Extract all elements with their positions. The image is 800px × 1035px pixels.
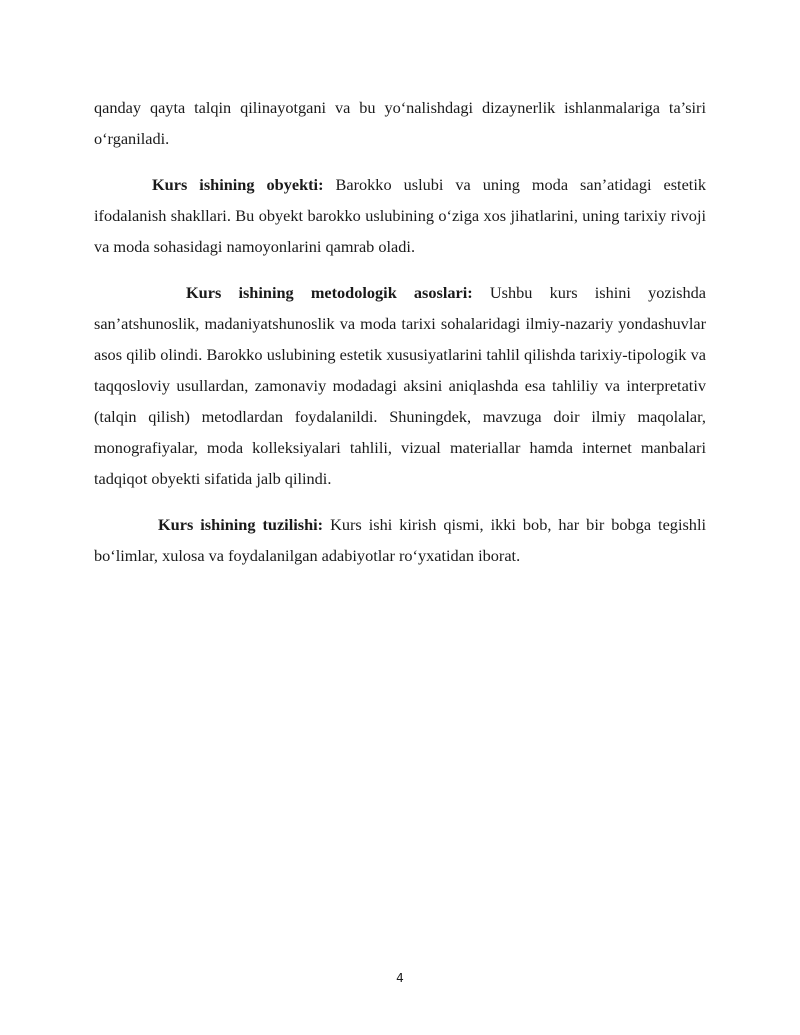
paragraph-methodology (94, 277, 706, 494)
document-body (94, 92, 706, 571)
paragraph-text: Kurs ishi kirish qismi, ikki bob, har bir bobga tegishli bo‘limlar, xulosa va foydalanilgan adabiyotlar ro‘yxatidan iborat. (94, 515, 706, 565)
paragraph-structure (94, 509, 706, 571)
paragraph-text: qanday qayta talqin qilinayotgani va bu yo‘nalishdagi dizaynerlik ishlanmalariga ta’siri o‘rganiladi. (94, 98, 706, 148)
paragraph-intro-continuation (94, 92, 706, 154)
paragraph-heading: Kurs ishining obyekti: (152, 175, 324, 194)
paragraph-course-object (94, 169, 706, 262)
paragraph-text: Barokko uslubi va uning moda san’atidagi estetik ifodalanish shakllari. Bu obyekt barokko uslubining o‘ziga xos jihatlarini, uning tarixiy rivoji va moda sohasidagi namoyonlarini qamrab oladi. (94, 175, 706, 256)
paragraph-text: Ushbu kurs ishini yozishda san’atshunoslik, madaniyatshunoslik va moda tarixi sohalaridagi ilmiy-nazariy yondashuvlar asos qilib olindi. Barokko uslubining estetik xususiyatlarini tahlil qilishda tarixiy-tipologik va taqqosloviy usullardan, zamonaviy modadagi aksini aniqlashda esa tahliliy va interpretativ (talqin qilish) metodlardan foydalanildi. Shuningdek, mavzuga doir ilmiy maqolalar, monografiyalar, moda kolleksiyalari tahlili, vizual materiallar hamda internet manbalari tadqiqot obyekti sifatida jalb qilindi. (94, 283, 706, 488)
paragraph-heading: Kurs ishining tuzilishi: (158, 515, 324, 534)
paragraph-heading: Kurs ishining metodologik asoslari: (186, 283, 473, 302)
page-number: 4 (396, 971, 404, 985)
